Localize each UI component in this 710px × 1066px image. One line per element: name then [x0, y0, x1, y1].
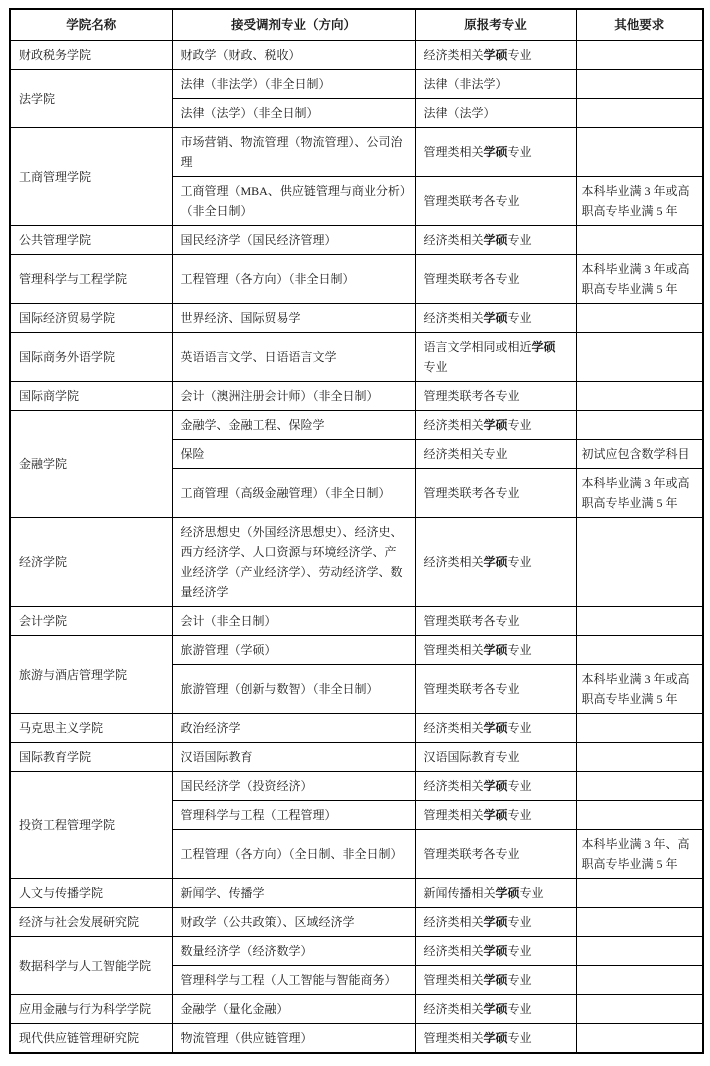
- bold-xueshuo-text: 学硕: [483, 779, 508, 793]
- table-row: [10, 518, 703, 607]
- table-row: [10, 382, 703, 411]
- bold-xueshuo-text: 学硕: [483, 48, 508, 62]
- accepted-major-cell: 会计（非全日制）: [172, 607, 415, 636]
- other-requirement-cell: [576, 636, 703, 665]
- college-name-cell: 会计学院: [10, 607, 172, 636]
- bold-xueshuo-text: 学硕: [483, 418, 508, 432]
- other-requirement-cell: 本科毕业满 3 年或高职高专毕业满 5 年: [576, 255, 703, 304]
- college-name-cell: 国际经济贸易学院: [10, 304, 172, 333]
- accepted-major-cell: 财政学（财政、税收）: [172, 41, 415, 70]
- original-major-cell: 管理类联考各专业: [415, 255, 576, 304]
- college-name-cell: 投资工程管理学院: [10, 772, 172, 879]
- accepted-major-cell: 新闻学、传播学: [172, 879, 415, 908]
- other-requirement-cell: [576, 128, 703, 177]
- other-requirement-cell: [576, 382, 703, 411]
- accepted-major-cell: 物流管理（供应链管理）: [172, 1024, 415, 1054]
- table-row: [10, 411, 703, 440]
- original-major-cell: 经济类相关学硕专业: [415, 908, 576, 937]
- accepted-major-cell: 旅游管理（创新与数智）（非全日制）: [172, 665, 415, 714]
- table-row: [10, 772, 703, 801]
- original-major-cell: 经济类相关学硕专业: [415, 714, 576, 743]
- college-name-cell: 旅游与酒店管理学院: [10, 636, 172, 714]
- other-requirement-cell: [576, 714, 703, 743]
- accepted-major-cell: 市场营销、物流管理（物流管理）、公司治理: [172, 128, 415, 177]
- table-row: [10, 743, 703, 772]
- college-name-cell: 应用金融与行为科学学院: [10, 995, 172, 1024]
- bold-xueshuo-text: 学硕: [483, 643, 508, 657]
- table-row: [10, 995, 703, 1024]
- bold-xueshuo-text: 学硕: [483, 721, 508, 735]
- accepted-major-cell: 法律（非法学）（非全日制）: [172, 70, 415, 99]
- accepted-major-cell: 国民经济学（投资经济）: [172, 772, 415, 801]
- original-major-cell: 经济类相关学硕专业: [415, 411, 576, 440]
- accepted-major-cell: 汉语国际教育: [172, 743, 415, 772]
- header-accepted-major: 接受调剂专业（方向）: [172, 9, 415, 41]
- original-major-cell: 法律（非法学）: [415, 70, 576, 99]
- original-major-cell: 汉语国际教育专业: [415, 743, 576, 772]
- table-row: [10, 41, 703, 70]
- college-name-cell: 经济与社会发展研究院: [10, 908, 172, 937]
- original-major-cell: 管理类相关学硕专业: [415, 636, 576, 665]
- accepted-major-cell: 会计（澳洲注册会计师）（非全日制）: [172, 382, 415, 411]
- college-name-cell: 经济学院: [10, 518, 172, 607]
- original-major-cell: 管理类联考各专业: [415, 665, 576, 714]
- college-name-cell: 法学院: [10, 70, 172, 128]
- table-body: [10, 41, 703, 1054]
- other-requirement-cell: [576, 801, 703, 830]
- original-major-cell: 经济类相关学硕专业: [415, 304, 576, 333]
- accepted-major-cell: 财政学（公共政策）、区域经济学: [172, 908, 415, 937]
- table-row: [10, 128, 703, 177]
- college-name-cell: 人文与传播学院: [10, 879, 172, 908]
- accepted-major-cell: 工程管理（各方向）（非全日制）: [172, 255, 415, 304]
- other-requirement-cell: [576, 772, 703, 801]
- college-name-cell: 国际教育学院: [10, 743, 172, 772]
- accepted-major-cell: 管理科学与工程（工程管理）: [172, 801, 415, 830]
- original-major-cell: 语言文学相同或相近学硕专业: [415, 333, 576, 382]
- college-name-cell: 工商管理学院: [10, 128, 172, 226]
- other-requirement-cell: [576, 41, 703, 70]
- table-row: [10, 879, 703, 908]
- bold-xueshuo-text: 学硕: [483, 973, 508, 987]
- accepted-major-cell: 政治经济学: [172, 714, 415, 743]
- header-other-requirements: 其他要求: [576, 9, 703, 41]
- other-requirement-cell: [576, 908, 703, 937]
- accepted-major-cell: 工商管理（高级金融管理）（非全日制）: [172, 469, 415, 518]
- other-requirement-cell: [576, 99, 703, 128]
- header-original-major: 原报考专业: [415, 9, 576, 41]
- table-row: [10, 636, 703, 665]
- college-name-cell: 国际商务外语学院: [10, 333, 172, 382]
- college-name-cell: 现代供应链管理研究院: [10, 1024, 172, 1054]
- bold-xueshuo-text: 学硕: [495, 886, 520, 900]
- header-college-name: 学院名称: [10, 9, 172, 41]
- original-major-cell: 经济类相关学硕专业: [415, 226, 576, 255]
- accepted-major-cell: 工商管理（MBA、供应链管理与商业分析）（非全日制）: [172, 177, 415, 226]
- other-requirement-cell: [576, 607, 703, 636]
- college-name-cell: 马克思主义学院: [10, 714, 172, 743]
- accepted-major-cell: 金融学、金融工程、保险学: [172, 411, 415, 440]
- table-row: [10, 937, 703, 966]
- original-major-cell: 管理类相关学硕专业: [415, 128, 576, 177]
- accepted-major-cell: 国民经济学（国民经济管理）: [172, 226, 415, 255]
- accepted-major-cell: 管理科学与工程（人工智能与智能商务）: [172, 966, 415, 995]
- table-row: [10, 607, 703, 636]
- college-name-cell: 金融学院: [10, 411, 172, 518]
- accepted-major-cell: 法律（法学）（非全日制）: [172, 99, 415, 128]
- bold-xueshuo-text: 学硕: [483, 1031, 508, 1045]
- original-major-cell: 管理类联考各专业: [415, 830, 576, 879]
- original-major-cell: 管理类联考各专业: [415, 382, 576, 411]
- accepted-major-cell: 金融学（量化金融）: [172, 995, 415, 1024]
- bold-xueshuo-text: 学硕: [483, 233, 508, 247]
- other-requirement-cell: [576, 995, 703, 1024]
- other-requirement-cell: 本科毕业满 3 年或高职高专毕业满 5 年: [576, 665, 703, 714]
- table-row: [10, 304, 703, 333]
- other-requirement-cell: [576, 411, 703, 440]
- bold-xueshuo-text: 学硕: [483, 555, 508, 569]
- original-major-cell: 管理类联考各专业: [415, 607, 576, 636]
- bold-xueshuo-text: 学硕: [483, 311, 508, 325]
- accepted-major-cell: 世界经济、国际贸易学: [172, 304, 415, 333]
- college-name-cell: 数据科学与人工智能学院: [10, 937, 172, 995]
- other-requirement-cell: [576, 518, 703, 607]
- other-requirement-cell: 初试应包含数学科目: [576, 440, 703, 469]
- original-major-cell: 法律（法学）: [415, 99, 576, 128]
- accepted-major-cell: 工程管理（各方向）（全日制、非全日制）: [172, 830, 415, 879]
- accepted-major-cell: 经济思想史（外国经济思想史）、经济史、西方经济学、人口资源与环境经济学、产业经济学（产业经济学）、劳动经济学、数量经济学: [172, 518, 415, 607]
- original-major-cell: 管理类联考各专业: [415, 177, 576, 226]
- other-requirement-cell: [576, 304, 703, 333]
- other-requirement-cell: [576, 1024, 703, 1054]
- table-row: [10, 333, 703, 382]
- original-major-cell: 经济类相关学硕专业: [415, 937, 576, 966]
- table-row: [10, 255, 703, 304]
- bold-xueshuo-text: 学硕: [483, 1002, 508, 1016]
- bold-xueshuo-text: 学硕: [483, 944, 508, 958]
- table-row: [10, 908, 703, 937]
- college-name-cell: 财政税务学院: [10, 41, 172, 70]
- college-name-cell: 公共管理学院: [10, 226, 172, 255]
- accepted-major-cell: 旅游管理（学硕）: [172, 636, 415, 665]
- original-major-cell: 管理类联考各专业: [415, 469, 576, 518]
- other-requirement-cell: [576, 70, 703, 99]
- other-requirement-cell: [576, 226, 703, 255]
- table-row: [10, 1024, 703, 1054]
- original-major-cell: 管理类相关学硕专业: [415, 966, 576, 995]
- other-requirement-cell: 本科毕业满 3 年或高职高专毕业满 5 年: [576, 469, 703, 518]
- other-requirement-cell: 本科毕业满 3 年或高职高专毕业满 5 年: [576, 177, 703, 226]
- original-major-cell: 经济类相关学硕专业: [415, 518, 576, 607]
- table-row: [10, 714, 703, 743]
- original-major-cell: 经济类相关专业: [415, 440, 576, 469]
- original-major-cell: 经济类相关学硕专业: [415, 772, 576, 801]
- original-major-cell: 管理类相关学硕专业: [415, 1024, 576, 1054]
- original-major-cell: 经济类相关学硕专业: [415, 995, 576, 1024]
- bold-xueshuo-text: 学硕: [531, 340, 556, 354]
- other-requirement-cell: [576, 333, 703, 382]
- bold-xueshuo-text: 学硕: [483, 915, 508, 929]
- transfer-majors-table: [9, 8, 704, 1054]
- other-requirement-cell: 本科毕业满 3 年、高职高专毕业满 5 年: [576, 830, 703, 879]
- other-requirement-cell: [576, 879, 703, 908]
- other-requirement-cell: [576, 966, 703, 995]
- table-row: [10, 226, 703, 255]
- accepted-major-cell: 数量经济学（经济数学）: [172, 937, 415, 966]
- other-requirement-cell: [576, 743, 703, 772]
- original-major-cell: 经济类相关学硕专业: [415, 41, 576, 70]
- original-major-cell: 管理类相关学硕专业: [415, 801, 576, 830]
- bold-xueshuo-text: 学硕: [483, 145, 508, 159]
- original-major-cell: 新闻传播相关学硕专业: [415, 879, 576, 908]
- other-requirement-cell: [576, 937, 703, 966]
- bold-xueshuo-text: 学硕: [483, 808, 508, 822]
- table-row: [10, 70, 703, 99]
- accepted-major-cell: 英语语言文学、日语语言文学: [172, 333, 415, 382]
- header-row: [10, 9, 703, 41]
- college-name-cell: 国际商学院: [10, 382, 172, 411]
- college-name-cell: 管理科学与工程学院: [10, 255, 172, 304]
- accepted-major-cell: 保险: [172, 440, 415, 469]
